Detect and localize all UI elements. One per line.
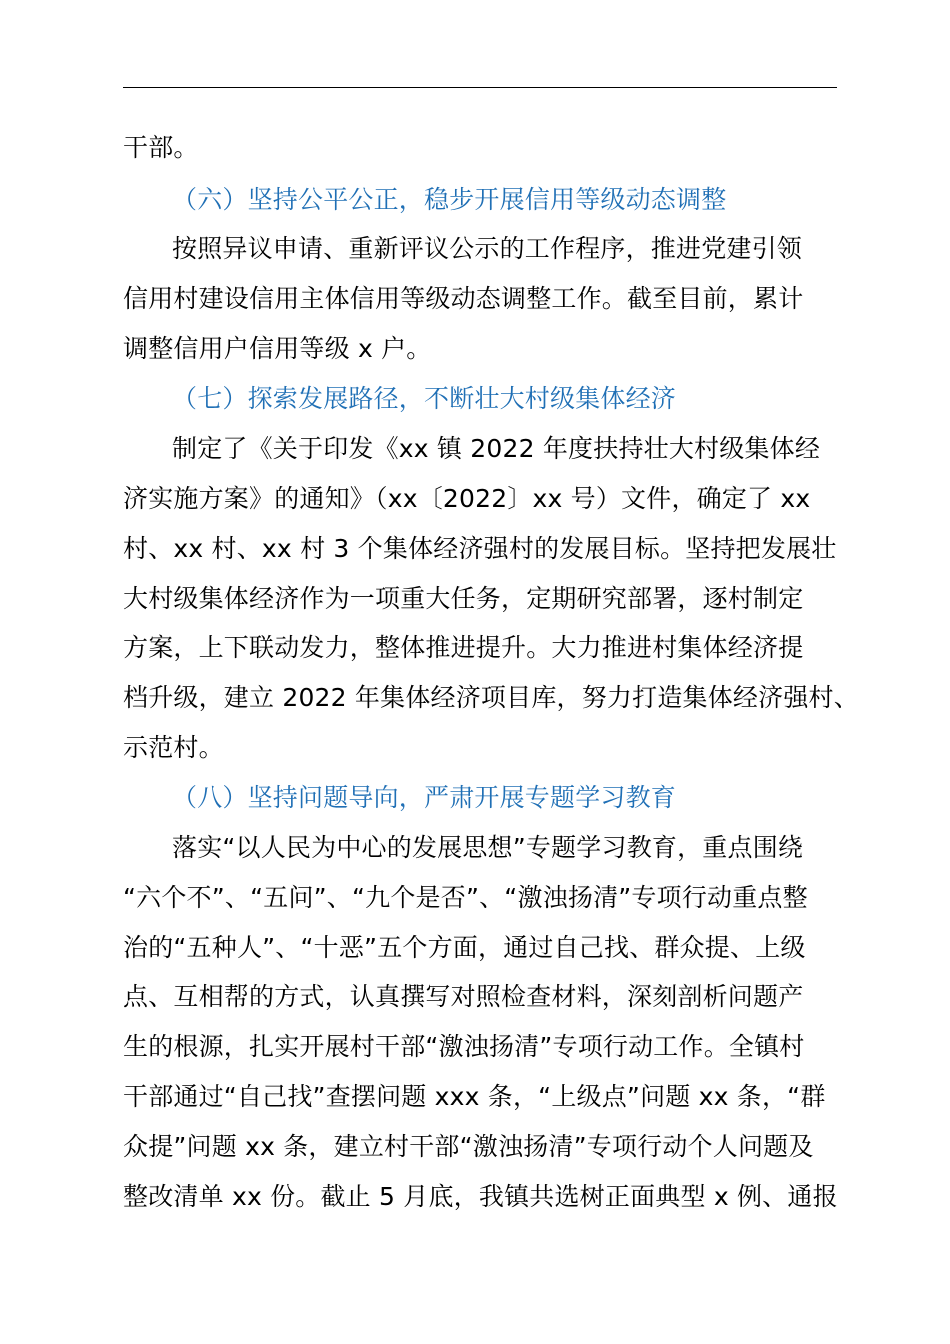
paragraph-line: 方案，上下联动发力，整体推进提升。大力推进村集体经济提	[123, 633, 804, 662]
paragraph-line: 生的根源，扎实开展村干部“激浊扬清”专项行动工作。全镇村	[123, 1032, 805, 1061]
paragraph-line: 干部通过“自己找”查摆问题 xxx 条，“上级点”问题 xx 条，“群	[123, 1082, 826, 1111]
paragraph-line: 济实施方案》的通知》（xx〔2022〕xx 号）文件，确定了 xx	[123, 484, 811, 513]
section-heading-8: （八）坚持问题导向，严肃开展专题学习教育	[172, 783, 677, 812]
paragraph-line: 众提”问题 xx 条，建立村干部“激浊扬清”专项行动个人问题及	[123, 1132, 814, 1161]
paragraph-line: 落实“以人民为中心的发展思想”专题学习教育，重点围绕	[172, 833, 804, 862]
section-heading-7: （七）探索发展路径，不断壮大村级集体经济	[172, 384, 677, 413]
paragraph-line: 大村级集体经济作为一项重大任务，定期研究部署，逐村制定	[123, 584, 804, 613]
paragraph-line: 整改清单 xx 份。截止 5 月底，我镇共选树正面典型 x 例、通报	[123, 1182, 838, 1211]
paragraph-line: 点、互相帮的方式，认真撰写对照检查材料，深刻剖析问题产	[123, 982, 804, 1011]
header-rule	[123, 87, 837, 88]
paragraph-line: 调整信用户信用等级 x 户。	[123, 334, 432, 363]
paragraph-line: 治的“五种人”、“十恶”五个方面，通过自己找、群众提、上级	[123, 933, 806, 962]
paragraph-line: 信用村建设信用主体信用等级动态调整工作。截至目前，累计	[123, 284, 804, 313]
paragraph-line: 示范村。	[123, 733, 224, 762]
paragraph-line: 档升级，建立 2022 年集体经济项目库，努力打造集体经济强村、	[123, 683, 859, 712]
paragraph-line-continuation: 干部。	[123, 133, 199, 162]
paragraph-line: 村、xx 村、xx 村 3 个集体经济强村的发展目标。坚持把发展壮	[123, 534, 837, 563]
paragraph-line: 制定了《关于印发《xx 镇 2022 年度扶持壮大村级集体经	[172, 434, 821, 463]
paragraph-line: “六个不”、“五问”、“九个是否”、“激浊扬清”专项行动重点整	[123, 883, 808, 912]
paragraph-line: 按照异议申请、重新评议公示的工作程序，推进党建引领	[172, 234, 803, 263]
section-heading-6: （六）坚持公平公正，稳步开展信用等级动态调整	[172, 185, 727, 214]
